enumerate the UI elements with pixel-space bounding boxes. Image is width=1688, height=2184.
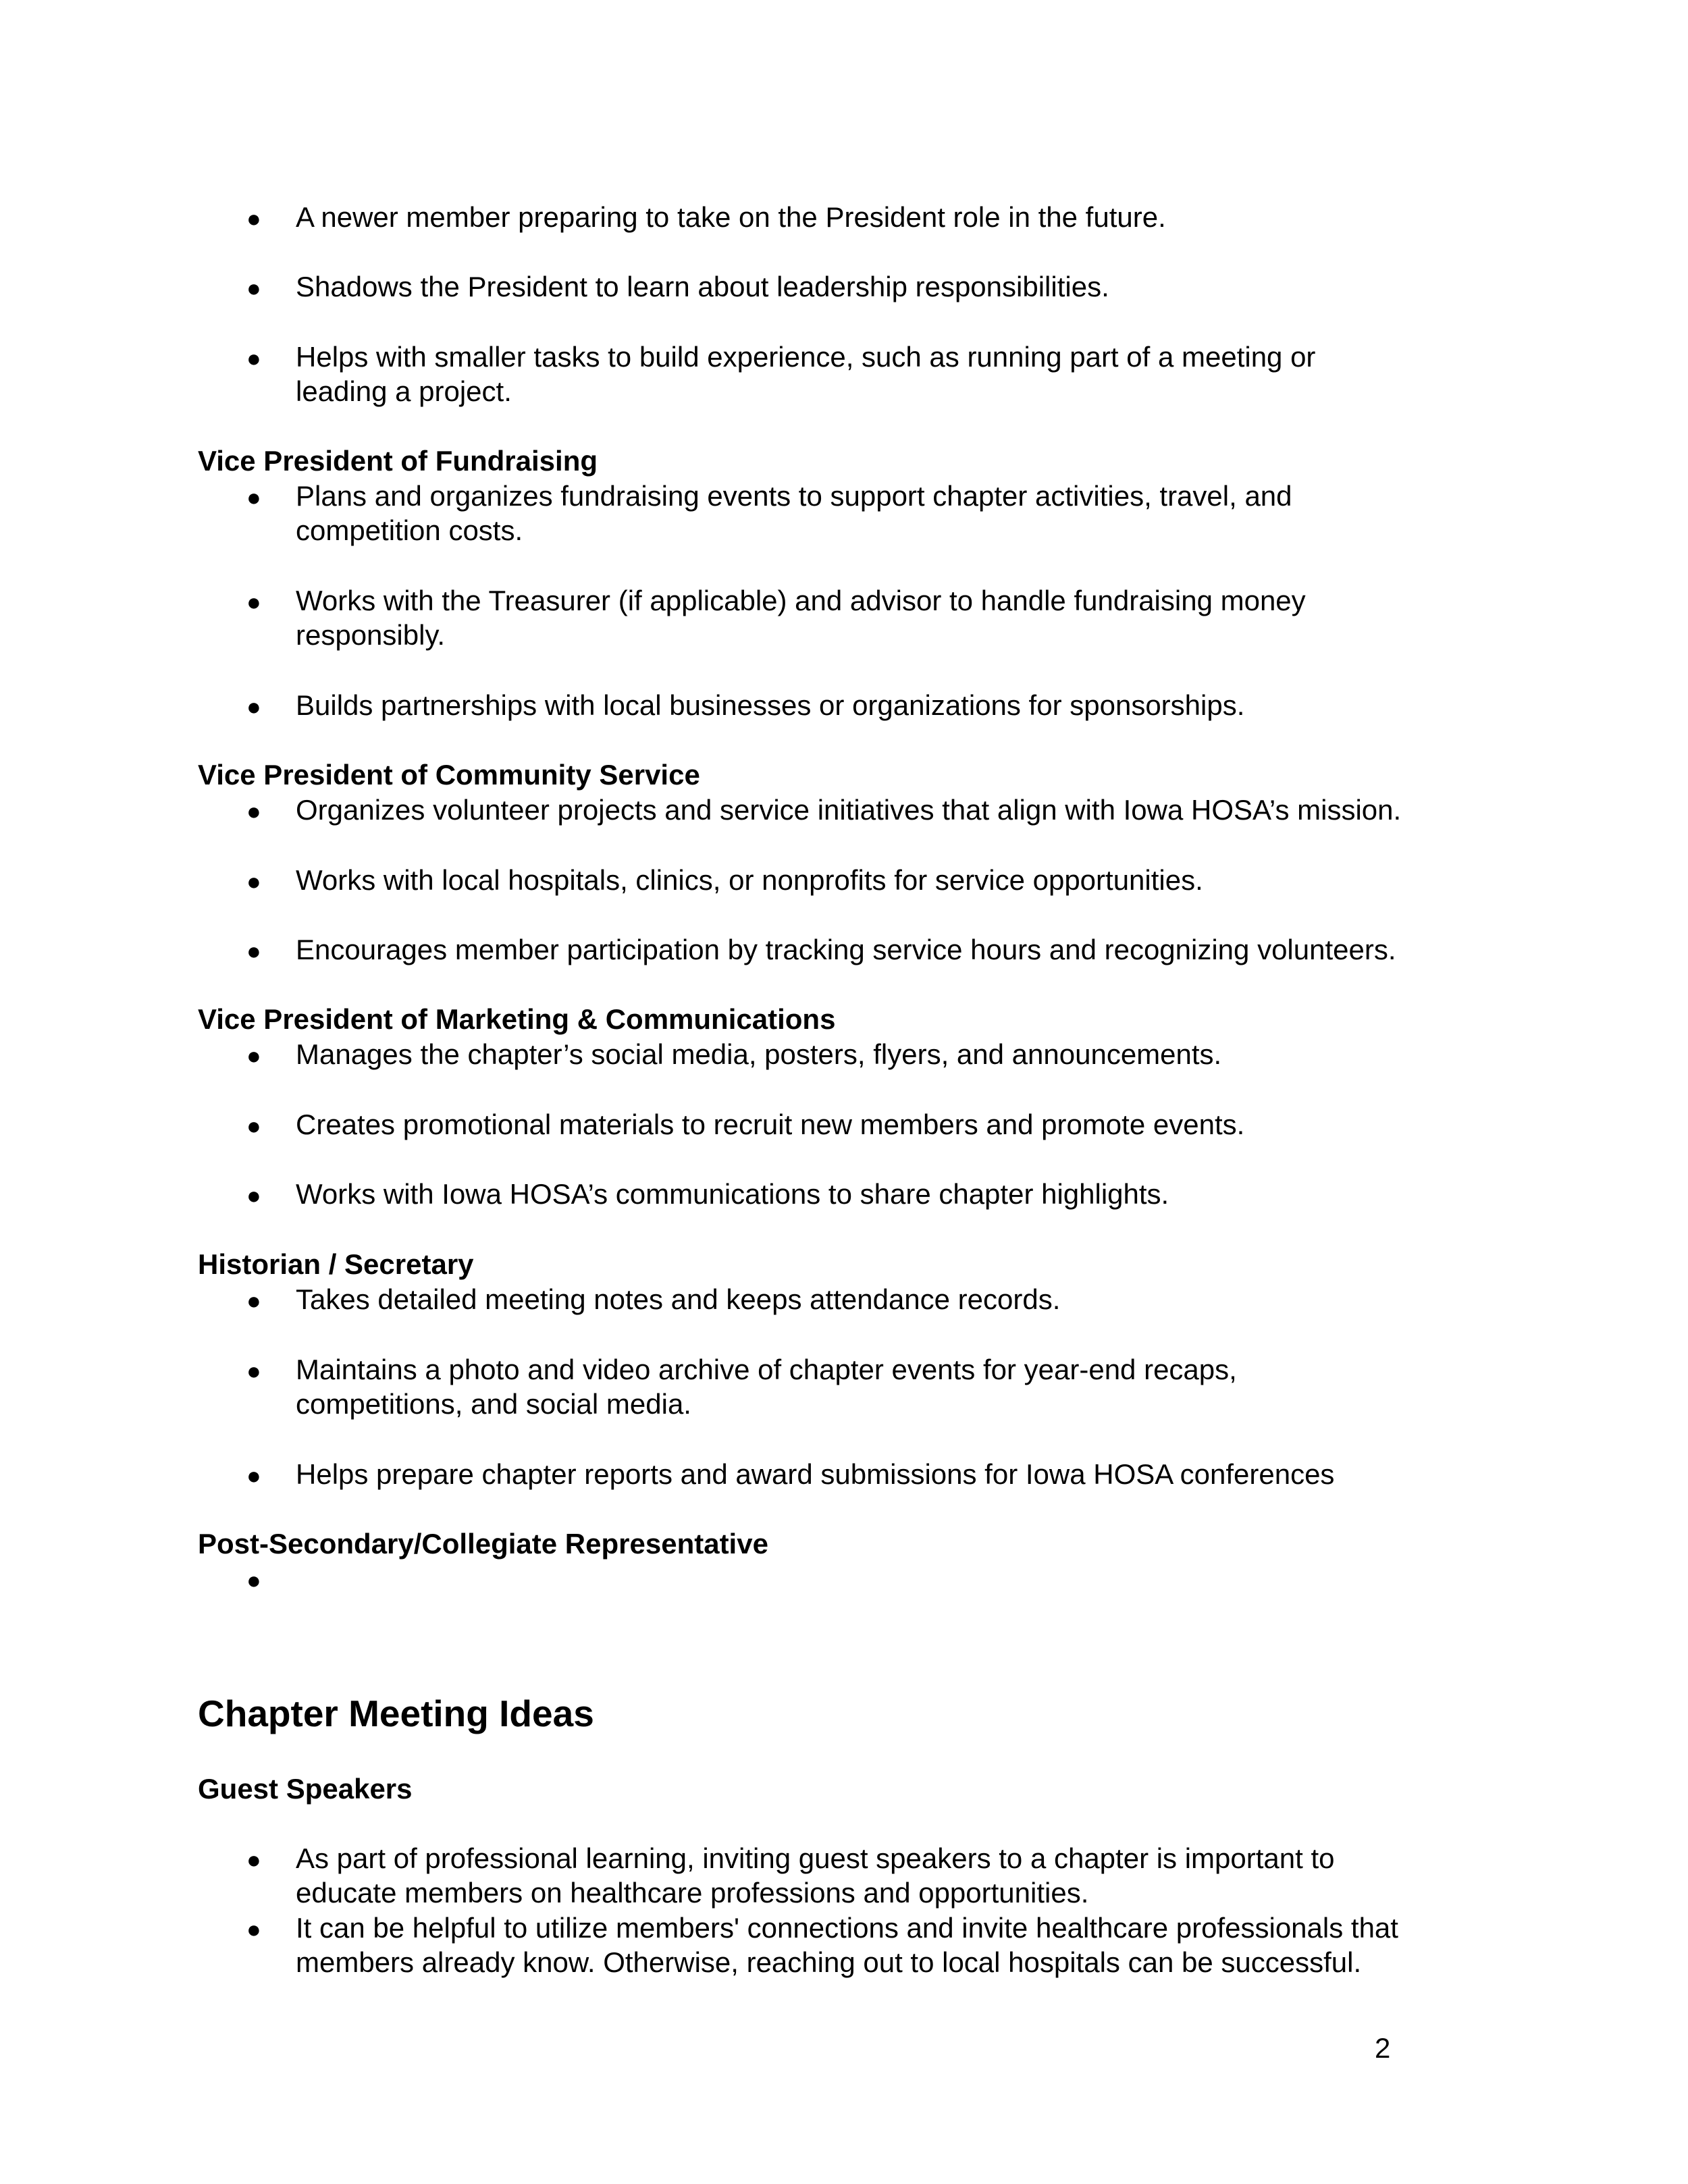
- fundraising-item-2-line-2: responsibly.: [296, 619, 445, 651]
- bullet-marker: ●: [246, 274, 261, 302]
- marketing-item-1-line-1: Manages the chapter’s social media, posters, flyers, and announcements.: [296, 1038, 1222, 1070]
- community-item-2-line-1: Works with local hospitals, clinics, or nonprofits for service opportunities.: [296, 864, 1203, 896]
- section-heading-marketing: Vice President of Marketing & Communications: [198, 1003, 836, 1035]
- fundraising-item-1-line-1: Plans and organizes fundraising events to support chapter activities, travel, and: [296, 480, 1292, 512]
- guest-speakers-item-2-line-1: It can be helpful to utilize members' connections and invite healthcare professionals that: [296, 1912, 1398, 1944]
- bullet-marker: ●: [246, 1462, 261, 1489]
- bullet-marker: ●: [246, 588, 261, 616]
- community-item-3-line-1: Encourages member participation by tracking service hours and recognizing volunteers.: [296, 934, 1396, 965]
- intro-item-3-line-2: leading a project.: [296, 375, 512, 407]
- historian-item-1-line-1: Takes detailed meeting notes and keeps attendance records.: [296, 1283, 1061, 1315]
- historian-item-3-line-1: Helps prepare chapter reports and award submissions for Iowa HOSA conferences: [296, 1458, 1335, 1490]
- bullet-marker: ●: [246, 1566, 261, 1594]
- bullet-marker: ●: [246, 344, 261, 372]
- historian-item-2-line-1: Maintains a photo and video archive of chapter events for year-end recaps,: [296, 1354, 1237, 1385]
- section-heading-fundraising: Vice President of Fundraising: [198, 445, 598, 477]
- fundraising-item-1-line-2: competition costs.: [296, 514, 523, 546]
- bullet-marker: ●: [246, 205, 261, 232]
- bullet-marker: ●: [246, 693, 261, 720]
- marketing-item-3-line-1: Works with Iowa HOSA’s communications to share chapter highlights.: [296, 1178, 1169, 1210]
- bullet-marker: ●: [246, 1181, 261, 1209]
- bullet-marker: ●: [246, 937, 261, 965]
- intro-item-3-line-1: Helps with smaller tasks to build experience, such as running part of a meeting or: [296, 341, 1316, 373]
- bullet-marker: ●: [246, 1357, 261, 1385]
- bullet-marker: ●: [246, 1042, 261, 1069]
- section-heading-community-service: Vice President of Community Service: [198, 759, 700, 791]
- fundraising-item-2-line-1: Works with the Treasurer (if applicable) and advisor to handle fundraising money: [296, 585, 1306, 616]
- bullet-marker: ●: [246, 797, 261, 825]
- page-number: 2: [1375, 2032, 1391, 2064]
- guest-speakers-item-2-line-2: members already know. Otherwise, reaching out to local hospitals can be successful.: [296, 1946, 1362, 1978]
- guest-speakers-item-1-line-2: educate members on healthcare professions and opportunities.: [296, 1877, 1089, 1909]
- section-heading-post-secondary: Post-Secondary/Collegiate Representative: [198, 1528, 768, 1560]
- community-item-1-line-1: Organizes volunteer projects and service initiatives that align with Iowa HOSA’s mission.: [296, 794, 1402, 826]
- marketing-item-2-line-1: Creates promotional materials to recruit new members and promote events.: [296, 1109, 1245, 1140]
- intro-item-1-line-1: A newer member preparing to take on the President role in the future.: [296, 201, 1166, 233]
- bullet-marker: ●: [246, 483, 261, 511]
- fundraising-item-3-line-1: Builds partnerships with local businesses or organizations for sponsorships.: [296, 689, 1245, 721]
- bullet-marker: ●: [246, 1846, 261, 1873]
- bullet-marker: ●: [246, 1112, 261, 1140]
- bullet-marker: ●: [246, 1287, 261, 1314]
- historian-item-2-line-2: competitions, and social media.: [296, 1388, 691, 1420]
- bullet-marker: ●: [246, 1915, 261, 1943]
- section-heading-historian: Historian / Secretary: [198, 1248, 474, 1280]
- intro-item-2-line-1: Shadows the President to learn about leadership responsibilities.: [296, 271, 1109, 302]
- guest-speakers-heading: Guest Speakers: [198, 1773, 413, 1805]
- chapter-meeting-ideas-title: Chapter Meeting Ideas: [198, 1693, 594, 1734]
- bullet-marker: ●: [246, 868, 261, 895]
- guest-speakers-item-1-line-1: As part of professional learning, inviting guest speakers to a chapter is important to: [296, 1842, 1335, 1874]
